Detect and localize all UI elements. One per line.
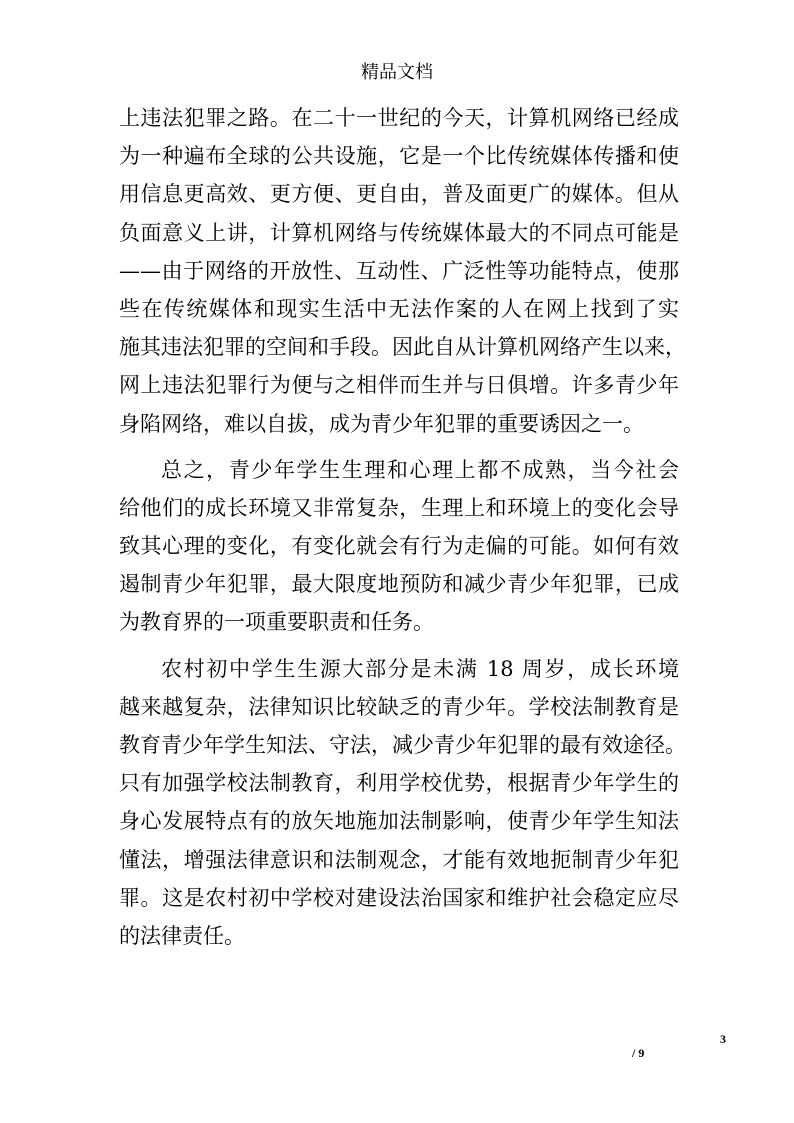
paragraph-line: 网上违法犯罪行为便与之相伴而生并与日俱增。许多青少年 [119, 373, 679, 398]
paragraph-line: 用信息更高效、更方便、更自由，普及面更广的媒体。但从 [119, 182, 679, 207]
paragraph-line: 只有加强学校法制教育，利用学校优势，根据青少年学生的 [119, 771, 679, 796]
paragraph-line: 给他们的成长环境又非常复杂，生理上和环境上的变化会导 [119, 495, 679, 520]
page-total: / 9 [632, 1046, 645, 1060]
paragraph-line: 身心发展特点有的放矢地施加法制影响，使青少年学生知法 [119, 809, 679, 834]
paragraph-line: 些在传统媒体和现实生活中无法作案的人在网上找到了实 [119, 296, 679, 321]
paragraph-gap [119, 642, 679, 650]
paragraph-line: 遏制青少年犯罪，最大限度地预防和减少青少年犯罪，已成 [119, 572, 679, 597]
paragraph-line: 为一种遍布全球的公共设施，它是一个比传统媒体传播和使 [119, 144, 679, 169]
paragraph-line: 总之，青少年学生生理和心理上都不成熟，当今社会 [161, 457, 679, 482]
page-number: 3 [720, 1032, 726, 1046]
paragraph [119, 650, 686, 956]
paragraph [119, 451, 679, 642]
paragraph-line: 为教育界的一项重要职责和任务。 [119, 610, 434, 635]
page-header-title: 精品文档 [361, 62, 433, 83]
paragraph-line: 上违法犯罪之路。在二十一世纪的今天，计算机网络已经成 [119, 106, 679, 130]
paragraph-line: 负面意义上讲，计算机网络与传统媒体最大的不同点可能是 [119, 220, 679, 245]
document-body [119, 99, 686, 955]
paragraph [119, 99, 686, 443]
paragraph-line: 罪。这是农村初中学校对建设法治国家和维护社会稳定应尽 [119, 885, 679, 910]
paragraph-line: 农村初中学生生源大部分是未满 18 周岁，成长环境 [161, 656, 679, 681]
paragraph-gap [119, 443, 679, 451]
paragraph-line: 施其违法犯罪的空间和手段。因此自从计算机网络产生以来， [119, 335, 686, 360]
paragraph-line: 越来越复杂，法律知识比较缺乏的青少年。学校法制教育是 [119, 694, 679, 719]
paragraph-line: 致其心理的变化，有变化就会有行为走偏的可能。如何有效 [119, 534, 679, 559]
paragraph-line: 身陷网络，难以自拔，成为青少年犯罪的重要诱因之一。 [119, 411, 644, 436]
paragraph-line: ——由于网络的开放性、互动性、广泛性等功能特点，使那 [119, 258, 679, 283]
paragraph-line: 教育青少年学生知法、守法，减少青少年犯罪的最有效途径。 [119, 733, 686, 757]
paragraph-line: 懂法，增强法律意识和法制观念，才能有效地扼制青少年犯 [119, 847, 679, 872]
paragraph-line: 的法律责任。 [119, 923, 245, 948]
